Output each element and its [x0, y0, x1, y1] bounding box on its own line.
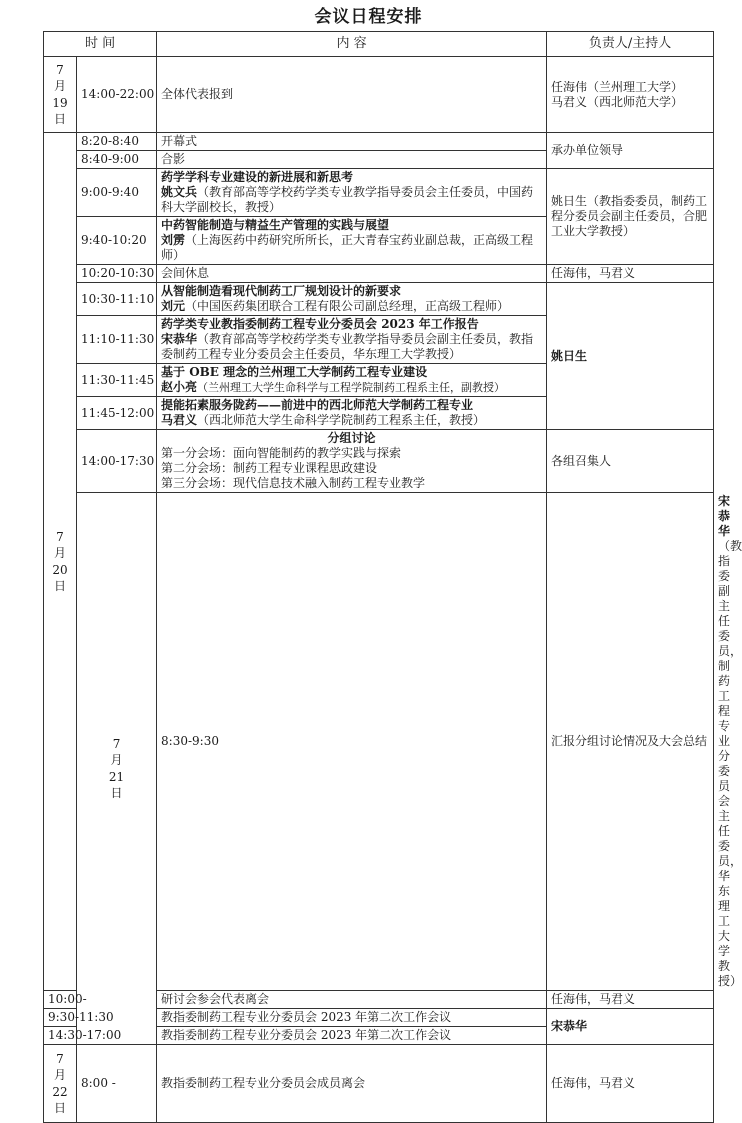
time-cell: 10:00- [44, 991, 77, 1009]
time-cell: 11:30-11:45 [77, 364, 157, 397]
time-cell: 8:40-9:00 [77, 151, 157, 169]
header-row [44, 32, 714, 57]
table-row: 7 月 21 日 8:30-9:30 汇报分组讨论情况及大会总结 宋恭华（教指委副主任委员，制药工程专业分委员会主任委员，华东理工大学教授） [44, 493, 714, 991]
time-cell: 11:10-11:30 [77, 316, 157, 364]
day-label-21: 7 月 21 日 [77, 493, 157, 1045]
table-row [44, 265, 714, 283]
time-cell: 14:30-17:00 [44, 1027, 77, 1045]
content-cell: 药学类专业教指委制药工程专业分委员会 2023 年工作报告 宋恭华（教育部高等学校药学类专业教学指导委员会副主任委员，教指委制药工程专业分委员会主任委员，华东理工大学教授） [157, 316, 547, 364]
table-row [44, 283, 714, 316]
content-cell: 从智能制造看现代制药工厂规划设计的新要求 刘元（中国医药集团联合工程有限公司副总经理，正高级工程师） [157, 283, 547, 316]
day-label-19: 7 月 19 日 [44, 57, 77, 133]
header-host: 负责人/主持人 [547, 32, 714, 57]
content-cell: 开幕式 [157, 133, 547, 151]
host-cell: 宋恭华 [547, 1009, 714, 1045]
content-cell: 分组讨论 第一分会场：面向智能制药的教学实践与探索 第二分会场：制药工程专业课程思政建设 第三分会场：现代信息技术融入制药工程专业教学 [157, 430, 547, 493]
time-cell: 8:30-9:30 [157, 493, 547, 991]
content-cell: 教指委制药工程专业分委员会 2023 年第二次工作会议 [157, 1027, 547, 1045]
host-cell: 姚日生（教指委委员，制药工程分委员会副主任委员，合肥工业大学教授） [547, 169, 714, 265]
day-label-20: 7 月 20 日 [44, 133, 77, 991]
content-cell: 药学学科专业建设的新进展和新思考 姚文兵（教育部高等学校药学类专业教学指导委员会主任委员，中国药科大学副校长，教授） [157, 169, 547, 217]
time-cell: 8:00 - [77, 1045, 157, 1123]
host-cell: 姚日生 [547, 283, 714, 430]
host-cell: 任海伟，马君义 [547, 1045, 714, 1123]
time-cell: 10:30-11:10 [77, 283, 157, 316]
time-cell: 9:30-11:30 [44, 1009, 77, 1027]
host-cell: 任海伟，马君义 [547, 991, 714, 1009]
time-cell: 14:00-22:00 [77, 57, 157, 133]
table-row [44, 57, 714, 133]
content-cell: 会间休息 [157, 265, 547, 283]
page-title: 会议日程安排 [314, 7, 423, 27]
time-cell: 9:00-9:40 [77, 169, 157, 217]
content-cell: 研讨会参会代表离会 [157, 991, 547, 1009]
content-cell: 中药智能制造与精益生产管理的实践与展望 刘雳（上海医药中药研究所所长，正大青春宝药业副总裁，正高级工程师） [157, 217, 547, 265]
content-cell: 提能拓素服务陇药——前进中的西北师范大学制药工程专业 马君义（西北师范大学生命科学学院制药工程系主任，教授） [157, 397, 547, 430]
table-row [44, 169, 714, 217]
time-cell: 11:45-12:00 [77, 397, 157, 430]
time-cell: 8:20-8:40 [77, 133, 157, 151]
header-time: 时 间 [44, 32, 157, 57]
host-cell: 任海伟（兰州理工大学） 马君义（西北师范大学） [547, 57, 714, 133]
schedule-table [43, 31, 742, 1123]
content-cell: 汇报分组讨论情况及大会总结 [547, 493, 714, 991]
time-cell: 9:40-10:20 [77, 217, 157, 265]
content-cell: 基于 OBE 理念的兰州理工大学制药工程专业建设 赵小亮（兰州理工大学生命科学与工程学院制药工程系主任，副教授） [157, 364, 547, 397]
day-label-22: 7 月 22 日 [44, 1045, 77, 1123]
table-row [44, 133, 714, 151]
host-cell: 各组召集人 [547, 430, 714, 493]
content-cell: 全体代表报到 [157, 57, 547, 133]
host-cell: 承办单位领导 [547, 133, 714, 169]
header-content: 内 容 [157, 32, 547, 57]
time-cell: 10:20-10:30 [77, 265, 157, 283]
table-row [44, 430, 714, 493]
time-cell: 14:00-17:30 [77, 430, 157, 493]
content-cell: 教指委制药工程专业分委员会 2023 年第二次工作会议 [157, 1009, 547, 1027]
content-cell: 合影 [157, 151, 547, 169]
content-cell: 教指委制药工程专业分委员会成员离会 [157, 1045, 547, 1123]
table-row [44, 1045, 714, 1123]
host-cell: 任海伟，马君义 [547, 265, 714, 283]
